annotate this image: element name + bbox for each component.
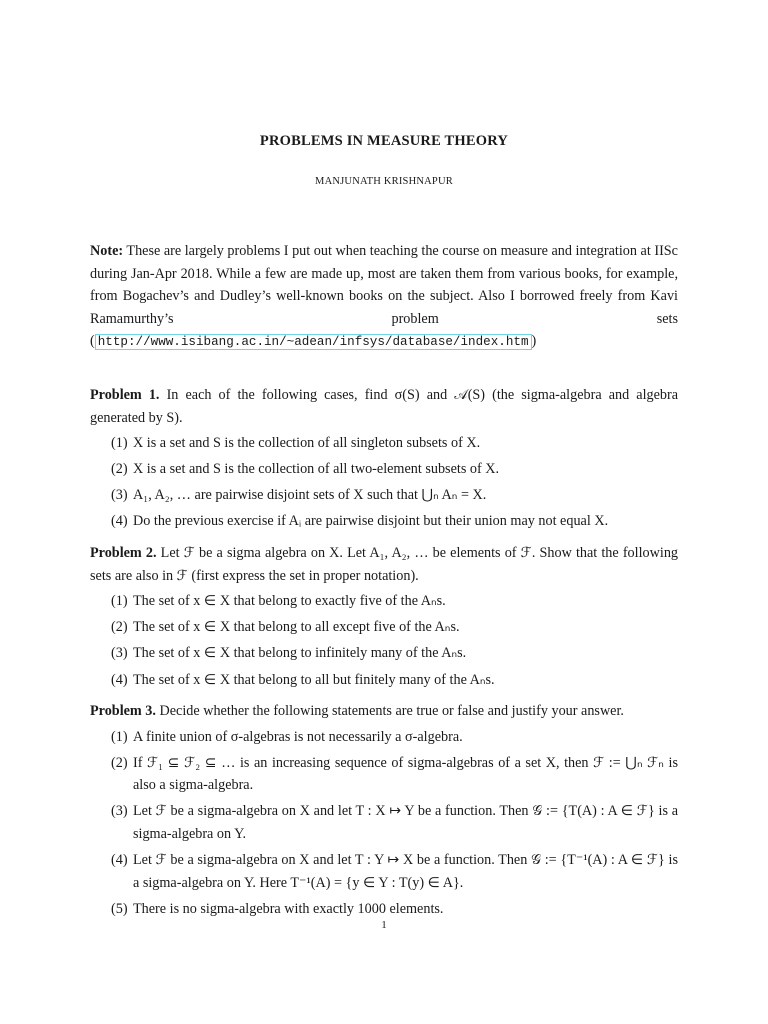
item-text: If ℱ₁ ⊆ ℱ₂ ⊆ … is an increasing sequence of sigma-algebras of a set X, then ℱ := ⋃ₙ ℱₙ is also a sigma-algebra.: [133, 754, 678, 794]
item-number: (5): [111, 900, 128, 917]
problem-label: Problem 3.: [90, 703, 156, 720]
list-item: [90, 849, 678, 894]
item-number: (1): [111, 435, 128, 452]
item-number: (4): [111, 513, 128, 530]
problem-label: Problem 1.: [90, 386, 160, 403]
problem-sets-link[interactable]: http://www.isibang.ac.in/~adean/infsys/database/index.htm: [95, 334, 532, 350]
item-text: The set of x ∈ X that belong to infinitely many of the Aₙs.: [133, 645, 467, 662]
item-number: (1): [111, 593, 128, 610]
list-item: [90, 484, 678, 507]
problem-1-items: [90, 432, 678, 533]
problem-3-items: [90, 726, 678, 921]
list-item: [90, 752, 678, 797]
problem-3: [90, 700, 678, 920]
item-number: (3): [111, 645, 128, 662]
list-item: [90, 510, 678, 533]
problem-2-intro-paragraph: [90, 542, 678, 587]
item-number: (2): [111, 754, 128, 771]
item-text: X is a set and S is the collection of all two-element subsets of X.: [133, 461, 500, 478]
item-number: (1): [111, 728, 128, 745]
list-item: [90, 590, 678, 613]
item-number: (3): [111, 487, 128, 504]
item-number: (2): [111, 461, 128, 478]
list-item: [90, 669, 678, 692]
problem-intro: Let ℱ be a sigma algebra on X. Let A₁, A₂, … be elements of ℱ. Show that the following sets are also in ℱ (first express the set in proper notation).: [90, 545, 679, 584]
list-item: [90, 898, 678, 921]
author-name: MANJUNATH KRISHNAPUR: [315, 176, 453, 187]
item-number: (2): [111, 619, 128, 636]
list-item: [90, 616, 678, 639]
item-text: Do the previous exercise if Aᵢ are pairwise disjoint but their union may not equal X.: [133, 513, 609, 530]
page-title: PROBLEMS IN MEASURE THEORY: [259, 133, 509, 149]
list-item: [90, 642, 678, 665]
item-text: X is a set and S is the collection of all singleton subsets of X.: [133, 435, 481, 452]
list-item: [90, 432, 678, 455]
note-text: These are largely problems I put out when teaching the course on measure and integration at IISc during Jan-Apr 2018. While a few are made up, most are taken them from various books, for example, from Bogachev’s and Dudley’s well-known books on the subject. Also I borrowed freely from Kavi Ramamurthy’s problem sets (: [90, 243, 678, 350]
item-text: The set of x ∈ X that belong to all except five of the Aₙs.: [133, 619, 460, 636]
item-text: Let ℱ be a sigma-algebra on X and let T : Y ↦ X be a function. Then 𝒢 := {T⁻¹(A) : A ∈ ℱ} is a sigma-algebra on Y. Here T⁻¹(A) = {y ∈ Y : T(y) ∈ A}.: [133, 852, 678, 891]
problem-1-intro-paragraph: [90, 384, 678, 429]
list-item: [90, 458, 678, 481]
item-text: A finite union of σ-algebras is not necessarily a σ-algebra.: [133, 728, 463, 745]
note-closing: ): [531, 333, 537, 350]
problem-intro: Decide whether the following statements are true or false and justify your answer.: [159, 703, 624, 720]
item-text: A₁, A₂, … are pairwise disjoint sets of X such that ⋃ₙ Aₙ = X.: [133, 487, 487, 504]
problem-3-intro-paragraph: [90, 700, 678, 723]
item-text: The set of x ∈ X that belong to all but finitely many of the Aₙs.: [133, 671, 495, 688]
problem-label: Problem 2.: [90, 545, 157, 562]
item-number: (3): [111, 803, 128, 820]
item-number: (4): [111, 671, 128, 688]
item-number: (4): [111, 852, 128, 869]
problem-1: [90, 384, 678, 533]
list-item: [90, 726, 678, 749]
problem-intro: In each of the following cases, find σ(S) and 𝒜(S) (the sigma-algebra and algebra generated by S).: [90, 386, 679, 426]
note-paragraph: [90, 240, 678, 354]
note-label: Note:: [90, 243, 124, 259]
item-text: Let ℱ be a sigma-algebra on X and let T : X ↦ Y be a function. Then 𝒢 := {T(A) : A ∈ ℱ} is a sigma-algebra on Y.: [133, 803, 678, 843]
list-item: [90, 800, 678, 845]
item-text: There is no sigma-algebra with exactly 1000 elements.: [133, 900, 444, 917]
page-number: 1: [381, 919, 387, 931]
problem-2: [90, 542, 678, 691]
item-text: The set of x ∈ X that belong to exactly five of the Aₙs.: [133, 593, 446, 610]
document-body: [90, 240, 678, 924]
problem-2-items: [90, 590, 678, 691]
